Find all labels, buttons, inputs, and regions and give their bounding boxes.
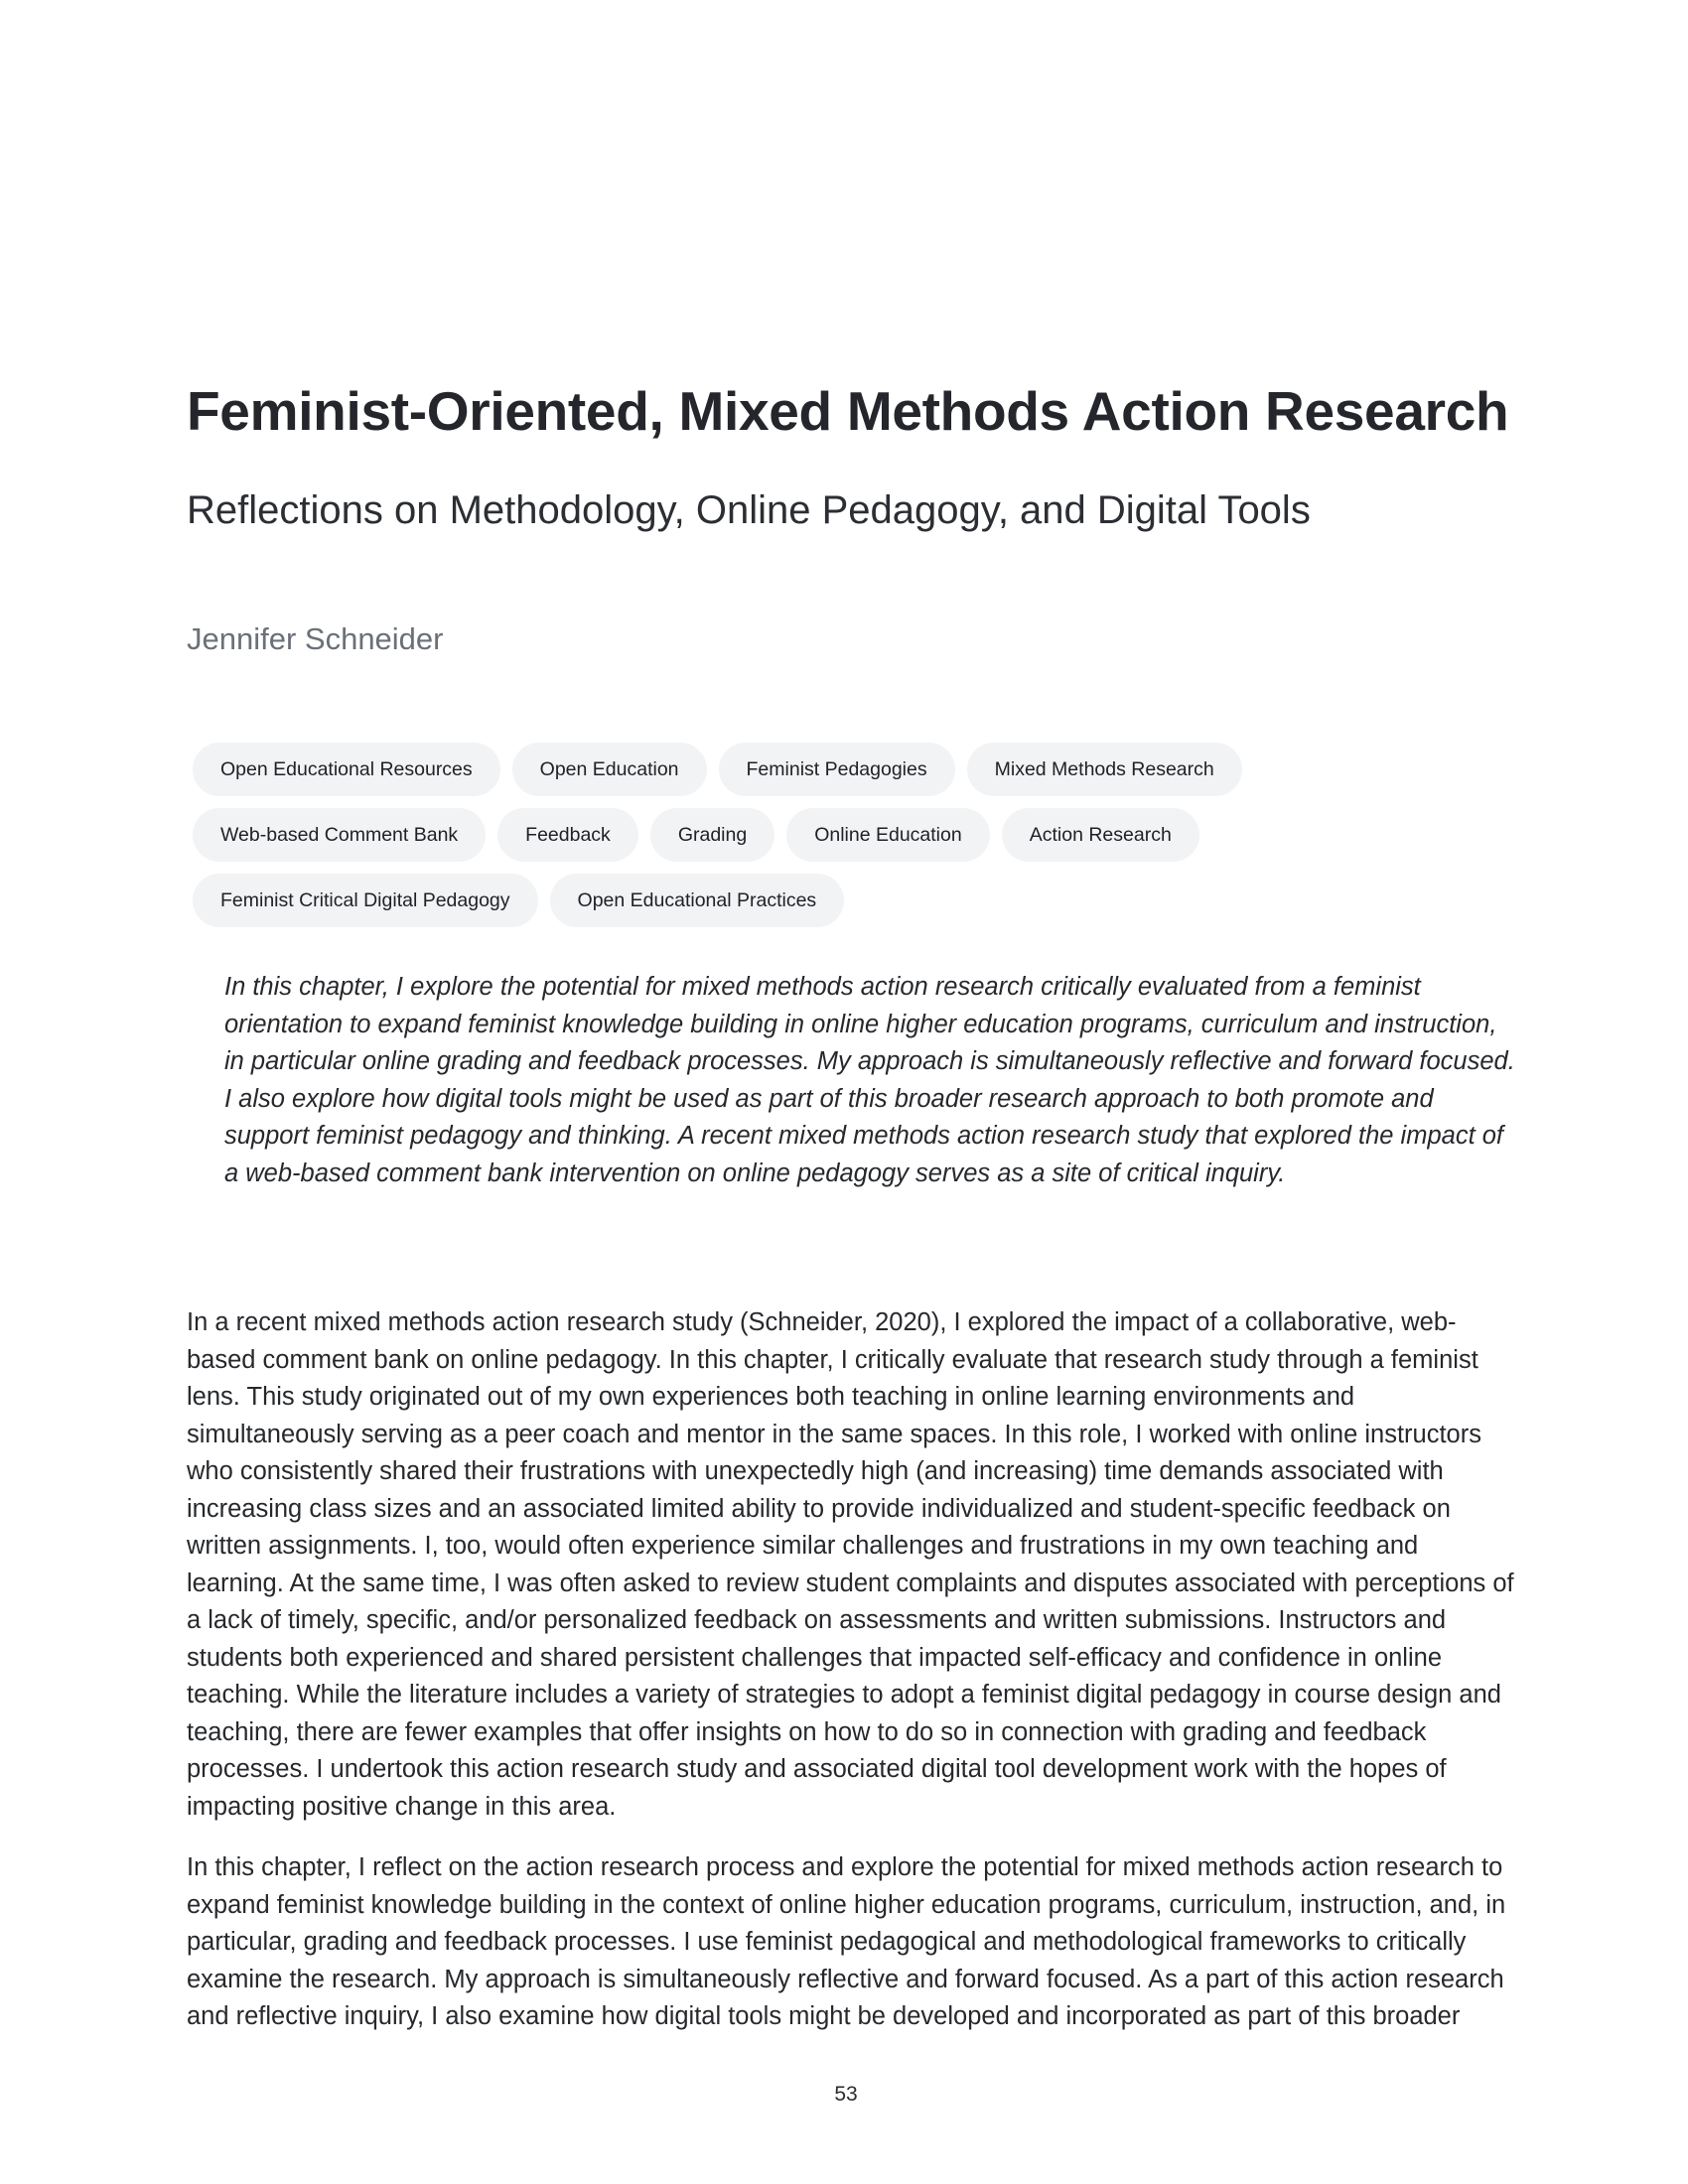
tag-action-research[interactable]: Action Research [1002, 808, 1199, 862]
chapter-subtitle: Reflections on Methodology, Online Pedagogy, and Digital Tools [187, 488, 1311, 532]
chapter-title: Feminist-Oriented, Mixed Methods Action Research [187, 380, 1509, 442]
tag-online-education[interactable]: Online Education [786, 808, 990, 862]
tag-open-educational-resources[interactable]: Open Educational Resources [193, 743, 500, 796]
page-number: 53 [834, 2083, 858, 2106]
tag-web-based-comment-bank[interactable]: Web-based Comment Bank [193, 808, 486, 862]
tag-mixed-methods-research[interactable]: Mixed Methods Research [967, 743, 1242, 796]
body-paragraph: In this chapter, I reflect on the action research process and explore the potential for mixed methods action research to expand feminist knowledge building in the context of online higher education programs, curriculum, instruction, and, in particular, grading and feedback processes. I use feminist pedagogical and methodological frameworks to critically examine the research. My approach is simultaneously reflective and forward focused. As a part of this action research and reflective inquiry, I also examine how digital tools might be developed and incorporated as part of this broader [187, 1853, 1506, 2030]
body-text [187, 1304, 1517, 2060]
body-paragraph: In a recent mixed methods action research study (Schneider, 2020), I explored the impact of a collaborative, web-based comment bank on online pedagogy. In this chapter, I critically evaluate that research study through a feminist lens. This study originated out of my own experiences both teaching in online learning environments and simultaneously serving as a peer coach and mentor in the same spaces. In this role, I worked with online instructors who consistently shared their frustrations with unexpectedly high (and increasing) time demands associated with increasing class sizes and an associated limited ability to provide individualized and student-specific feedback on written assignments. I, too, would often experience similar challenges and frustrations in my own teaching and learning. At the same time, I was often asked to review student complaints and disputes associated with perceptions of a lack of timely, specific, and/or personalized feedback on assessments and written submissions. Instructors and students both experienced and shared persistent challenges that impacted self-efficacy and confidence in online teaching. While the literature includes a variety of strategies to adopt a feminist digital pedagogy in course design and teaching, there are fewer examples that offer insights on how to do so in connection with grading and feedback processes. I undertook this action research study and associated digital tool development work with the hopes of impacting positive change in this area. [187, 1308, 1514, 1821]
chapter-abstract: In this chapter, I explore the potential for mixed methods action research critically evaluated from a feminist orientation to expand feminist knowledge building in online higher education programs, curriculum and instruction, in particular online grading and feedback processes. My approach is simultaneously reflective and forward focused. I also explore how digital tools might be used as part of this broader research approach to both promote and support feminist pedagogy and thinking. A recent mixed methods action research study that explored the impact of a web-based comment bank intervention on online pedagogy serves as a site of critical inquiry. [224, 973, 1515, 1187]
tag-open-educational-practices[interactable]: Open Educational Practices [550, 874, 845, 927]
keyword-tags [193, 743, 1513, 927]
tag-feminist-critical-digital-pedagogy[interactable]: Feminist Critical Digital Pedagogy [193, 874, 538, 927]
author-name: Jennifer Schneider [187, 621, 444, 656]
tag-open-education[interactable]: Open Education [512, 743, 707, 796]
document-page [187, 0, 1515, 2184]
tag-feedback[interactable]: Feedback [497, 808, 638, 862]
tag-grading[interactable]: Grading [650, 808, 774, 862]
tag-feminist-pedagogies[interactable]: Feminist Pedagogies [719, 743, 955, 796]
